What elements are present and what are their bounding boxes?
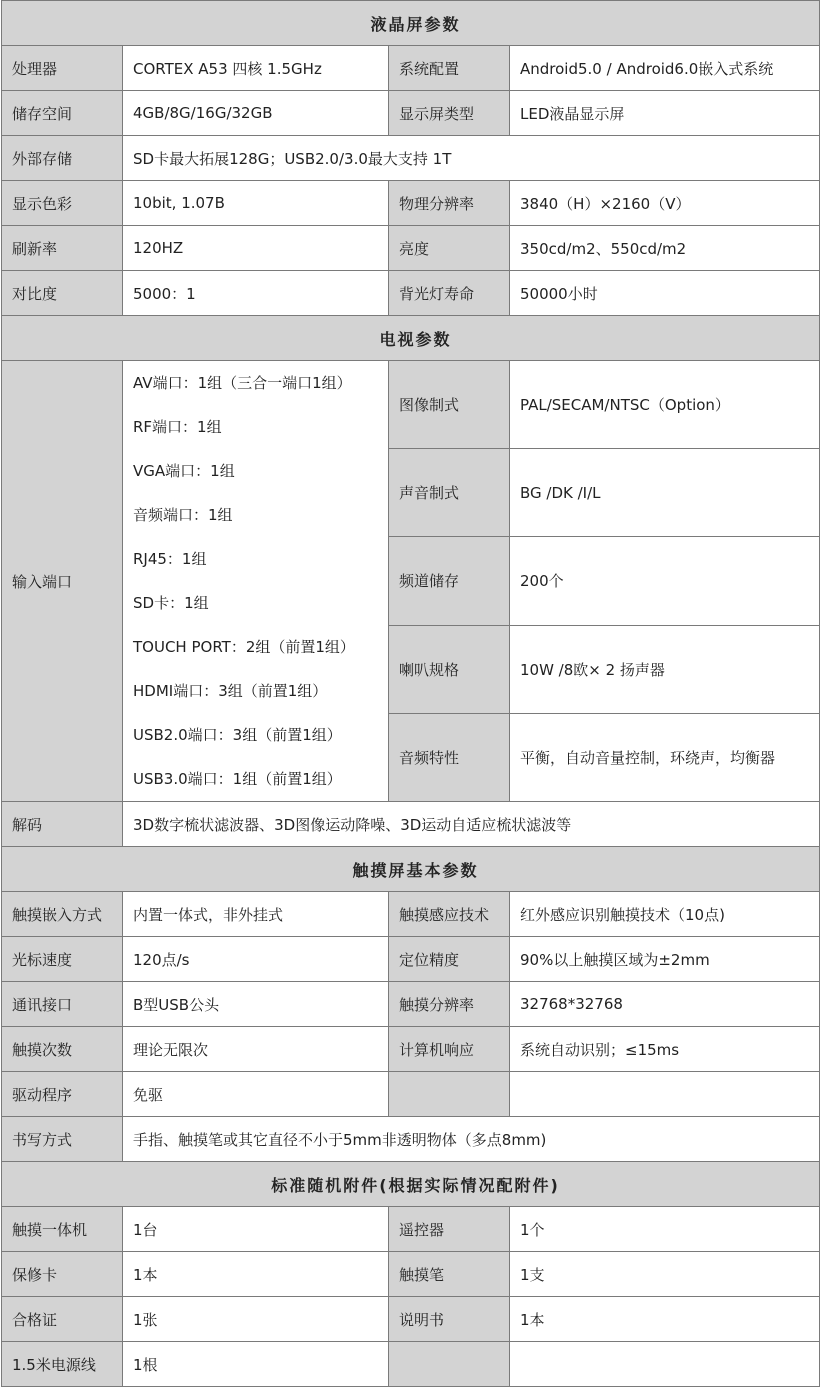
spec-label: 触摸感应技术 [389,892,510,937]
table-row [2,1297,820,1342]
spec-label: 处理器 [2,46,123,91]
spec-value: LED液晶显示屏 [510,91,820,136]
spec-label: 触摸分辨率 [389,982,510,1027]
empty-label-cell [389,1072,510,1117]
table-row [2,181,820,226]
table-row [2,1117,820,1162]
spec-value: B型USB公头 [123,982,389,1027]
spec-value: 平衡，自动音量控制，环绕声，均衡器 [510,713,820,801]
spec-value: 1个 [510,1207,820,1252]
spec-table [1,0,820,1387]
spec-label: 显示屏类型 [389,91,510,136]
spec-value: 1支 [510,1252,820,1297]
table-row [2,1027,820,1072]
port-item: TOUCH PORT：2组（前置1组） [133,638,355,656]
spec-value: SD卡最大拓展128G；USB2.0/3.0最大支持 1T [123,136,820,181]
spec-label: 系统配置 [389,46,510,91]
spec-value: 免驱 [123,1072,389,1117]
section-header-row [2,316,820,361]
spec-value: BG /DK /I/L [510,449,820,537]
spec-label: 书写方式 [2,1117,123,1162]
table-row [2,46,820,91]
table-row [2,802,820,847]
spec-value: 120HZ [123,226,389,271]
table-row [2,1207,820,1252]
spec-value: PAL/SECAM/NTSC（Option） [510,361,820,449]
spec-label: 外部存储 [2,136,123,181]
spec-value: 120点/s [123,937,389,982]
spec-value: 5000：1 [123,271,389,316]
table-row [2,271,820,316]
spec-value: 理论无限次 [123,1027,389,1072]
spec-label: 通讯接口 [2,982,123,1027]
table-row [2,91,820,136]
port-item: AV端口：1组（三合一端口1组） [133,374,352,392]
spec-label: 喇叭规格 [389,625,510,713]
port-item: HDMI端口：3组（前置1组） [133,682,328,700]
spec-value: CORTEX A53 四核 1.5GHz [123,46,389,91]
section-header-row [2,847,820,892]
spec-label: 触摸笔 [389,1252,510,1297]
spec-value: 1根 [123,1342,389,1387]
spec-label: 1.5米电源线 [2,1342,123,1387]
table-row [2,892,820,937]
spec-label: 合格证 [2,1297,123,1342]
spec-label: 亮度 [389,226,510,271]
spec-label: 对比度 [2,271,123,316]
input-ports-list [123,361,389,802]
port-item: USB2.0端口：3组（前置1组） [133,726,342,744]
input-ports-label: 输入端口 [2,361,123,802]
spec-label: 刷新率 [2,226,123,271]
empty-value-cell [510,1342,820,1387]
port-item: RF端口：1组 [133,418,222,436]
spec-label: 光标速度 [2,937,123,982]
section-title-lcd: 液晶屏参数 [2,1,820,46]
table-row [2,226,820,271]
spec-label: 图像制式 [389,361,510,449]
empty-value-cell [510,1072,820,1117]
spec-label: 遥控器 [389,1207,510,1252]
spec-label: 触摸次数 [2,1027,123,1072]
section-header-row [2,1162,820,1207]
spec-label: 保修卡 [2,1252,123,1297]
empty-label-cell [389,1342,510,1387]
spec-value: 1本 [123,1252,389,1297]
spec-value: 3840（H）×2160（V） [510,181,820,226]
port-item: RJ45：1组 [133,550,207,568]
port-item: VGA端口：1组 [133,462,235,480]
spec-value: 手指、触摸笔或其它直径不小于5mm非透明物体（多点8mm) [123,1117,820,1162]
section-title-accessories: 标准随机附件(根据实际情况配附件) [2,1162,820,1207]
spec-label: 说明书 [389,1297,510,1342]
spec-value: 350cd/m2、550cd/m2 [510,226,820,271]
spec-label: 音频特性 [389,713,510,801]
spec-value: 4GB/8G/16G/32GB [123,91,389,136]
spec-label: 定位精度 [389,937,510,982]
spec-label: 触摸一体机 [2,1207,123,1252]
spec-label: 声音制式 [389,449,510,537]
table-row [2,982,820,1027]
spec-value: 3D数字梳状滤波器、3D图像运动降噪、3D运动自适应梳状滤波等 [123,802,820,847]
spec-value: 90%以上触摸区域为±2mm [510,937,820,982]
spec-value: 系统自动识别；≤15ms [510,1027,820,1072]
spec-value: 200个 [510,537,820,625]
spec-label: 驱动程序 [2,1072,123,1117]
spec-value: Android5.0 / Android6.0嵌入式系统 [510,46,820,91]
spec-value: 1本 [510,1297,820,1342]
spec-label: 计算机响应 [389,1027,510,1072]
table-row [2,937,820,982]
spec-value: 红外感应识别触摸技术（10点) [510,892,820,937]
table-row [2,136,820,181]
spec-label: 触摸嵌入方式 [2,892,123,937]
table-row [2,361,820,449]
spec-label: 储存空间 [2,91,123,136]
spec-label: 物理分辨率 [389,181,510,226]
spec-value: 1台 [123,1207,389,1252]
spec-value: 内置一体式，非外挂式 [123,892,389,937]
port-item: USB3.0端口：1组（前置1组） [133,770,342,788]
spec-label: 背光灯寿命 [389,271,510,316]
section-title-touch: 触摸屏基本参数 [2,847,820,892]
port-item: 音频端口：1组 [133,506,233,524]
table-row [2,1072,820,1117]
spec-label: 解码 [2,802,123,847]
table-row [2,1342,820,1387]
section-title-tv: 电视参数 [2,316,820,361]
section-header-row [2,1,820,46]
spec-value: 10bit, 1.07B [123,181,389,226]
spec-value: 32768*32768 [510,982,820,1027]
table-row [2,1252,820,1297]
spec-label: 显示色彩 [2,181,123,226]
spec-value: 1张 [123,1297,389,1342]
spec-value: 50000小时 [510,271,820,316]
spec-value: 10W /8欧× 2 扬声器 [510,625,820,713]
port-item: SD卡：1组 [133,594,209,612]
spec-label: 频道储存 [389,537,510,625]
